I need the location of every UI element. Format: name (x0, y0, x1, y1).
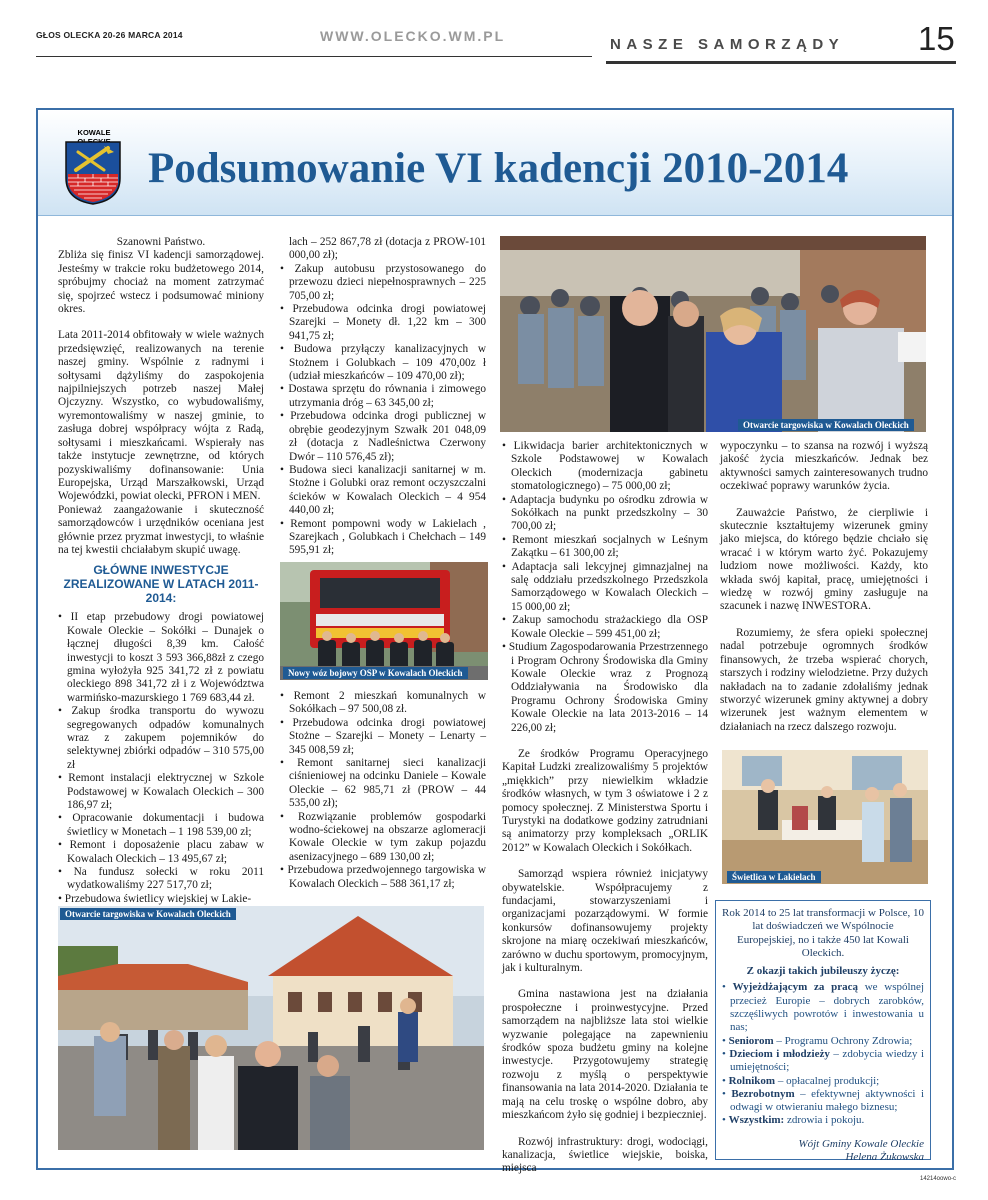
text-column-1 (58, 236, 264, 906)
photo-caption: Świetlica w Lakielach (727, 871, 821, 883)
print-code: 14214oowo-c (920, 1176, 957, 1182)
list-item: • Adaptacja budynku po ośrodku zdrowia w Sokółkach na punkt przedszkolny – 30 700,00 zł; (502, 494, 708, 534)
list-item: • Zakup samochodu strażackiego dla OSP Kowale Oleckie – 599 451,00 zł; (502, 614, 708, 641)
investment-list (58, 611, 264, 906)
paragraph: Rozumiemy, że sfera opieki społecznej nadal potrzebuje ogromnych środków finansowych, że trzeba wspierać chorych, starszych i rodziny wielodzietne. Przy dużych nakładach na to zadanie zdołaliśmy jednak stworzyć wizerunek gminy aktywnej a dobry wizerunek jest ważnym elementem w działaniach na rzecz dalszego rozwoju. (720, 626, 928, 733)
paragraph: Lata 2011-2014 obfitowały w wiele ważnych przedsięwzięć, realizowanych na terenie naszej gminy. Wspólnie z radnymi i sołtysami dążyliśmy do zaspokojenia najpilniejszych potrzeb naszej Małej Ojczyzny. Wszystko, co wybudowaliśmy, wyremontowaliśmy w naszej gminie, to zasługa dobrej współpracy wójta z Radą, sołtysami i mieszkańcami. Wspierały nas także instytucje zewnętrzne, od których pozyskiwaliśmy dofinansowanie: Unia Europejska, Urząd Marszałkowski, Urząd Wojewódzki, powiat olecki, PFRON i MEN. (58, 329, 264, 503)
investment-list (280, 690, 486, 891)
list-item: • Budowa przyłączy kanalizacyjnych w Stożnem i Golubkach – 109 470,00z ł (udział mieszkańców – 109 470,00 zł); (280, 343, 486, 383)
list-item: • Przebudowa przedwojennego targowiska w Kowalach Oleckich – 588 361,17 zł; (280, 864, 486, 891)
section-title: NASZE SAMORZĄDY (610, 36, 845, 53)
paragraph: Zauważcie Państwo, że cierpliwie i skutecznie kształtujemy wizerunek gminy jako miejsca, do którego będzie chciało się wracać i w którym warto żyć. Pokazujemy ludziom nowe możliwości. Każdy, kto wkłada swój kapitał, pracę, umiejętności i wiedzę w rozwój gminy zasługuje na szacunek i nazwę INWESTORA. (720, 506, 928, 613)
market-square-photo (58, 906, 484, 1150)
section-rule (606, 61, 956, 64)
wish-item: • Wszystkim: zdrowia i pokoju. (722, 1114, 924, 1127)
jubilee-intro: Rok 2014 to 25 lat transformacji w Polsce, 10 lat doświadczeń we Wspólnocie Europejskiej, no i także 450 lat Kowali Oleckich. (722, 907, 924, 959)
community-hall-photo (722, 750, 928, 884)
photo-caption: Nowy wóz bojowy OSP w Kowalach Oleckich (283, 667, 468, 679)
article-banner (38, 110, 952, 216)
investment-list (502, 440, 708, 735)
investments-heading: GŁÓWNE INWESTYCJE ZREALIZOWANE W LATACH 2011-2014: (63, 563, 259, 606)
list-item: • Opracowanie dokumentacji i budowa świetlicy w Monetach – 1 198 539,00 zł; (58, 812, 264, 839)
list-item: • Rozwiązanie problemów gospodarki wodno-ściekowej na obszarze aglomeracji Kowale Oleckie w tym zakup pojazdu asenizacyjnego – 689 130,00 zł; (280, 811, 486, 865)
text-column-3 (502, 440, 708, 1176)
paragraph: Ze środków Programu Operacyjnego Kapitał Ludzki zrealizowaliśmy 5 projektów „miękkich” przy niewielkim wkładzie środków własnych, w tym 3 oświatowe i 2 z pomocy społecznej. Z Ministerstwa Sportu i Turystyki na dodatkowe godziny zatrudniani są animatorzy przy kompleksach „ORLIK 2012” w Kowalach Oleckich i Sokółkach. (502, 747, 708, 854)
list-item: • Przebudowa świetlicy wiejskiej w Lakie- (58, 893, 264, 906)
list-item: • II etap przebudowy drogi powiatowej Kowale Oleckie – Sokółki – Dunajek o łącznej długości 8,39 km. Całość inwestycji to koszt 3 593 366,88zł z czego gmina wyłożyła 925 341,72 zł z powiatu oleckiego 898 341,72 zł i z Województwa warmińsko-mazurskiego 1 769 683,44 zł. (58, 611, 264, 705)
list-item: • Remont mieszkań socjalnych w Leśnym Zakątku – 61 300,00 zł; (502, 534, 708, 561)
list-item: • Studium Zagospodarowania Przestrzennego i Program Ochrony Środowiska dla Gminy Kowale Oleckie wraz z Prognozą Oddziaływania na Środowisko dla Programu Ochrony Środowiska Gminy Kowale Oleckie na lata 2013-2016 – 14 226,00 zł; (502, 641, 708, 735)
list-item: • Remont instalacji elektrycznej w Szkole Podstawowej w Kowalach Oleckich – 300 186,97 zł; (58, 772, 264, 812)
crest-label: KOWALE (77, 128, 111, 137)
wish-item: • Wyjeżdżającym za pracą we wspólnej przecież Europie – dobrych zarobków, szczęśliwych powrotów i inwestowania u nas; (722, 981, 924, 1034)
coat-of-arms (62, 128, 126, 210)
list-item: • Zakup autobusu przystosowanego do przewozu dzieci niepełnosprawnych – 225 705,00 zł; (280, 263, 486, 303)
website-url: WWW.OLECKO.WM.PL (320, 28, 506, 44)
wish-item: • Seniorom – Programu Ochrony Zdrowia; (722, 1035, 924, 1048)
page-number: 15 (918, 20, 955, 57)
paragraph: Rozwój infrastruktury: drogi, wodociągi, kanalizacja, świetlice wiejskie, boiska, miejsca (502, 1135, 708, 1175)
paragraph: Gmina nastawiona jest na działania prospołeczne i proinwestycyjne. Przed samorządem na najbliższe lata stoi wielkie wyzwanie polegające na zapewnieniu środków spoza budżetu gminy na kolejne inwestycje. Przygotowujemy strategię rozwoju z myślą o perspektywie finansowania na lata 2014-2020. Działania te mają na celu troskę o wspólne dobro, aby mieszkańcom żyło się godniej i bezpieczniej. (502, 988, 708, 1122)
header-rule (36, 56, 592, 57)
investment-list (280, 263, 486, 558)
photo-caption: Otwarcie targowiska w Kowalach Oleckich (60, 908, 236, 920)
wish-item: • Dzieciom i młodzieży – zdobycia wiedzy i umiejętności; (722, 1048, 924, 1075)
greeting: Szanowni Państwo. (116, 236, 206, 248)
article-title: Podsumowanie VI kadencji 2010-2014 (148, 145, 849, 192)
list-item: • Remont pompowni wody w Lakielach , Szarejkach , Golubkach i Chełchach – 149 595,91 zł; (280, 518, 486, 558)
fire-truck-photo (280, 562, 488, 680)
text-column-2 (280, 236, 486, 558)
photo-caption: Otwarcie targowiska w Kowalach Oleckich (738, 419, 914, 431)
list-item: • Przebudowa odcinka drogi powiatowej Stożne – Szarejki – Monety – Lenarty – 345 008,59 zł; (280, 717, 486, 757)
list-item: • Adaptacja sali lekcyjnej gimnazjalnej na salę oddziału przedszkolnego Przedszkola Samorządowego w Kowalach Oleckich – 15 000,00 zł; (502, 561, 708, 615)
list-item: • Dostawa sprzętu do równania i zimowego utrzymania dróg – 63 345,00 zł; (280, 383, 486, 410)
wish-item: • Bezrobotnym – efektywnej aktywności i odwagi w otwieraniu małego biznesu; (722, 1088, 924, 1115)
list-item: • Remont 2 mieszkań komunalnych w Sokółkach – 97 500,08 zł. (280, 690, 486, 717)
market-opening-photo (500, 236, 926, 432)
list-item: • Remont sanitarnej sieci kanalizacji ciśnieniowej na odcinku Daniele – Kowale Oleckie – 62 985,71 zł (PROW – 44 535,00 zł); (280, 757, 486, 811)
text-column-4 (720, 440, 928, 734)
jubilee-wishes-box (715, 900, 931, 1164)
list-item: • Na fundusz sołecki w roku 2011 wydatkowaliśmy 227 517,70 zł; (58, 866, 264, 893)
coat-of-arms-icon (64, 140, 122, 206)
list-item: • Likwidacja barier architektonicznych w Szkole Podstawowej w Kowalach Oleckich (modernizacja gabinetu stomatologicznego) – 75 000,00 zł; (502, 440, 708, 494)
paragraph: Samorząd wspiera również inicjatywy obywatelskie. Współpracujemy z fundacjami, stowarzyszeniami i organizacjami pozarządowymi. W formie konkursów dofinansowujemy projekty skrojone na miarę oczekiwań mieszkańców, zarówno w duchu sportowym, promocyjnym, jak i kulturalnym. (502, 868, 708, 975)
paragraph: Ponieważ zaangażowanie i skuteczność samorządowców i urzędników oceniana jest głównie przez pryzmat inwestycji, to właśnie na tej kwestii chciałabym skupić uwagę. (58, 503, 264, 556)
paragraph: wypoczynku – to szansa na rozwój i wyższą jakość życia mieszkańców. Jednak bez aktywności samych zainteresowanych trudno oczekiwać poprawy warunków życia. (720, 440, 928, 493)
list-item: • Przebudowa odcinka drogi powiatowej Szarejki – Monety dł. 1,22 km – 300 941,75 zł; (280, 303, 486, 343)
wishes-list (722, 981, 924, 1127)
list-item: • Budowa sieci kanalizacji sanitarnej w m. Stożne i Golubki oraz remont oczyszczalni ścieków w Kowalach Oleckich – 4 954 440,00 zł; (280, 464, 486, 518)
jubilee-heading: Z okazji takich jubileuszy życzę: (746, 965, 900, 978)
paragraph: Zbliża się finisz VI kadencji samorządowej. Jesteśmy w trakcie roku budżetowego 2014, spróbujmy chociaż na moment zatrzymać się, spojrzeć wstecz i podsumować miniony okres. (58, 249, 264, 316)
wish-item: • Rolnikom – opłacalnej produkcji; (722, 1075, 924, 1088)
list-item: • Zakup środka transportu do wywozu segregowanych odpadów komunalnych wraz z zakupem pojemników do selektywnej zbiórki odpadów – 310 575,00 zł (58, 705, 264, 772)
text-column-2b (280, 690, 486, 891)
paragraph: lach – 252 867,78 zł (dotacja z PROW-101 000,00 zł); (289, 236, 486, 262)
newspaper-issue: GŁOS OLECKA 20-26 MARCA 2014 (36, 30, 183, 40)
list-item: • Przebudowa odcinka drogi publicznej w obrębie geodezyjnym Szwałk 201 048,09 zł (dotacja z Nadleśnictwa Czerwony Dwór – 110 576,45 zł); (280, 410, 486, 464)
list-item: • Remont i doposażenie placu zabaw w Kowalach Oleckich – 13 495,67 zł; (58, 839, 264, 866)
signature: Wójt Gminy Kowale Oleckie Helena Żukowska (798, 1137, 924, 1164)
